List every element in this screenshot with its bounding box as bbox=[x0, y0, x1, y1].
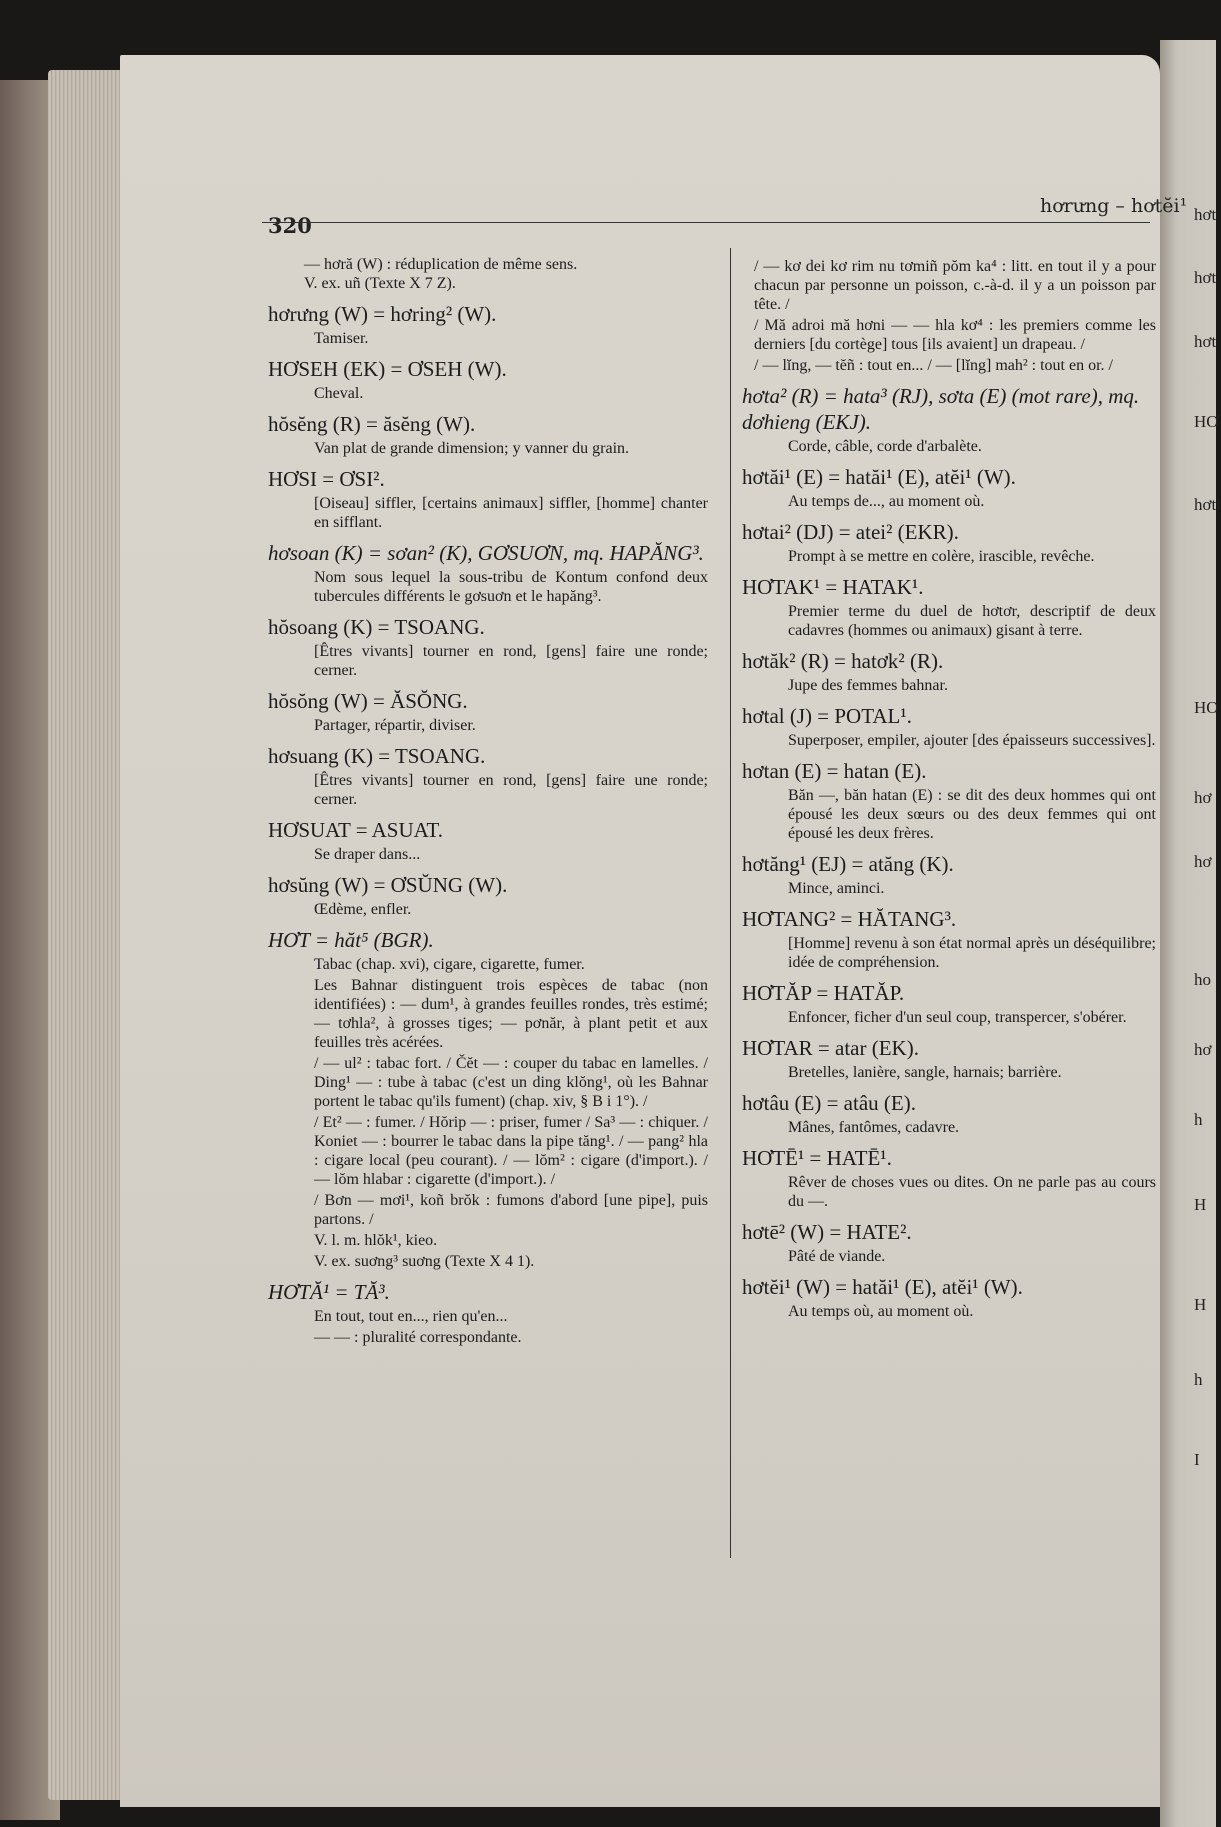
adjacent-fragment: hơt bbox=[1194, 205, 1217, 224]
definition: — — : pluralité correspondante. bbox=[314, 1329, 522, 1346]
entry-continuation: — hơră (W) : réduplication de même sens. bbox=[304, 256, 578, 273]
adjacent-fragment: hơt bbox=[1194, 332, 1217, 351]
dictionary-entry bbox=[742, 980, 1156, 1027]
definition: V. l. m. hlŏk¹, kieo. bbox=[314, 1232, 438, 1249]
definition: Partager, répartir, diviser. bbox=[314, 717, 476, 734]
entry-continuation: / — kơ dei kơ rim nu tơmiñ pŏm ka⁴ : litt. en tout il y a pour chacun par personne un poisson, c.-à-d. il y a un poisson par tête. / bbox=[754, 258, 1156, 313]
left-column bbox=[268, 255, 708, 1355]
adjacent-fragment: I bbox=[1194, 1450, 1200, 1469]
headword: HƠTĂ¹ = TĂ³. bbox=[268, 1280, 390, 1304]
definition: En tout, tout en..., rien qu'en... bbox=[314, 1308, 508, 1325]
definition: Mince, aminci. bbox=[788, 880, 885, 897]
headword: hơtăk² (R) = hatơk² (R). bbox=[742, 649, 944, 673]
headword: hơrưng (W) = hơring² (W). bbox=[268, 302, 497, 326]
headword: HƠSI = ƠSI². bbox=[268, 467, 385, 491]
adjacent-fragment: H bbox=[1194, 1295, 1207, 1314]
definition: Corde, câble, corde d'arbalète. bbox=[788, 438, 982, 455]
definition: / Et² — : fumer. / Hŏrip — : priser, fumer / Sa³ — : chiquer. / Koniet — : bourrer le tabac dans la pipe tăng¹. / — pang² hla : cigare local (peu courant). / — lŏm² : cigare (d'import.). / — lŏm hlabar : cigarette (d'import.). / bbox=[314, 1114, 708, 1188]
dictionary-entry bbox=[742, 519, 1156, 566]
adjacent-fragment: hơti bbox=[1194, 495, 1221, 514]
headword: HƠT = hăt⁵ (BGR). bbox=[268, 928, 434, 952]
headword: hơtăng¹ (EJ) = atăng (K). bbox=[742, 852, 954, 876]
definition: Les Bahnar distinguent trois espèces de tabac (non identifiées) : — dum¹, à grandes feuilles rondes, très estimé; — tơhla², à grosses tiges; — pơnăr, à plant petit et aux feuilles très acérées. bbox=[314, 977, 708, 1051]
entry-continuation: V. ex. uñ (Texte X 7 Z). bbox=[304, 275, 456, 292]
headword: HƠTANG² = HĂTANG³. bbox=[742, 907, 957, 931]
definition: Băn —, băn hatan (E) : se dit des deux hommes qui ont épousé les deux sœurs ou des deux femmes qui ont épousé les deux frères. bbox=[788, 787, 1156, 842]
adjacent-fragment: hơt bbox=[1194, 268, 1217, 287]
headword: hŏsĕng (R) = ăsĕng (W). bbox=[268, 412, 476, 436]
dictionary-entry bbox=[742, 464, 1156, 511]
dictionary-entry bbox=[268, 872, 708, 919]
definition: V. ex. suơng³ suơng (Texte X 4 1). bbox=[314, 1253, 535, 1270]
headword: hơsuang (K) = TSOANG. bbox=[268, 744, 486, 768]
header-rule bbox=[262, 222, 1150, 223]
dictionary-entry bbox=[268, 301, 708, 348]
headword: HƠTAR = atar (EK). bbox=[742, 1036, 919, 1060]
definition: Œdème, enfler. bbox=[314, 901, 412, 918]
dictionary-entry bbox=[268, 688, 708, 735]
dictionary-entry bbox=[742, 1274, 1156, 1321]
definition: Au temps où, au moment où. bbox=[788, 1303, 974, 1320]
definition: Premier terme du duel de hơtơr, descriptif de deux cadavres (hommes ou animaux) gisant à terre. bbox=[788, 603, 1156, 639]
dictionary-entry bbox=[742, 851, 1156, 898]
headword: hơtē² (W) = HATE². bbox=[742, 1220, 912, 1244]
headword: hơtai² (DJ) = atei² (EKR). bbox=[742, 520, 959, 544]
right-column bbox=[742, 255, 1156, 1329]
headword: HƠTĂP = HATĂP. bbox=[742, 981, 905, 1005]
dictionary-entry bbox=[742, 648, 1156, 695]
running-head: hơrưng – hơtĕi¹ bbox=[1040, 195, 1188, 217]
dictionary-entry bbox=[742, 1145, 1156, 1211]
headword: hŏsŏng (W) = ĂSŎNG. bbox=[268, 689, 468, 713]
headword: HƠTAK¹ = HATAK¹. bbox=[742, 575, 924, 599]
dictionary-entry bbox=[268, 927, 708, 1271]
definition: Rêver de choses vues ou dites. On ne parle pas au cours du —. bbox=[788, 1174, 1156, 1210]
headword: hơsoan (K) = sơan² (K), GƠSUƠN, mq. HAPĂNG³. bbox=[268, 541, 704, 565]
definition: [Êtres vivants] tourner en rond, [gens] faire une ronde; cerner. bbox=[314, 643, 708, 679]
adjacent-fragment: HO bbox=[1194, 698, 1219, 717]
definition: [Oiseau] siffler, [certains animaux] siffler, [homme] chanter en sifflant. bbox=[314, 495, 708, 531]
headword: hơtâu (E) = atâu (E). bbox=[742, 1091, 916, 1115]
headword: HƠSEH (EK) = ƠSEH (W). bbox=[268, 357, 507, 381]
definition: Au temps de..., au moment où. bbox=[788, 493, 985, 510]
dictionary-entry bbox=[268, 817, 708, 864]
definition: Tabac (chap. xvi), cigare, cigarette, fumer. bbox=[314, 956, 585, 973]
dictionary-entry bbox=[268, 1279, 708, 1347]
column-divider bbox=[730, 248, 731, 1558]
definition: Nom sous lequel la sous-tribu de Kontum confond deux tubercules différents le gơsuơn et le hapăng³. bbox=[314, 569, 708, 605]
dictionary-entry bbox=[742, 906, 1156, 972]
definition: Enfoncer, ficher d'un seul coup, transpercer, s'obérer. bbox=[788, 1009, 1127, 1026]
page-number: 320 bbox=[268, 213, 312, 238]
entry-continuation: / — lĭng, — tĕñ : tout en... / — [lĭng] mah² : tout en or. / bbox=[754, 357, 1113, 374]
adjacent-fragment: h bbox=[1194, 1370, 1203, 1389]
definition: Bretelles, lanière, sangle, harnais; barrière. bbox=[788, 1064, 1062, 1081]
adjacent-fragment: HƠ bbox=[1194, 412, 1219, 431]
dictionary-entry bbox=[268, 614, 708, 680]
dictionary-entry bbox=[268, 356, 708, 403]
headword: hơta² (R) = hata³ (RJ), sơta (E) (mot rare), mq. dơhieng (EKJ). bbox=[742, 384, 1140, 434]
page-stack-edge bbox=[48, 70, 128, 1800]
dictionary-entry bbox=[742, 1219, 1156, 1266]
dictionary-entry bbox=[742, 574, 1156, 640]
dictionary-entry bbox=[742, 703, 1156, 750]
definition: [Êtres vivants] tourner en rond, [gens] faire une ronde; cerner. bbox=[314, 772, 708, 808]
headword: hơtăi¹ (E) = hatăi¹ (E), atĕi¹ (W). bbox=[742, 465, 1016, 489]
headword: hơtan (E) = hatan (E). bbox=[742, 759, 927, 783]
definition: / Bơn — mơi¹, koñ brŏk : fumons d'abord [une pipe], puis partons. / bbox=[314, 1192, 708, 1228]
dictionary-entry bbox=[742, 758, 1156, 843]
headword: HƠSUAT = ASUAT. bbox=[268, 818, 444, 842]
adjacent-fragment: hơ bbox=[1194, 852, 1212, 871]
dictionary-entry bbox=[268, 255, 708, 293]
definition: Jupe des femmes bahnar. bbox=[788, 677, 948, 694]
adjacent-page bbox=[1160, 40, 1221, 1827]
definition: [Homme] revenu à son état normal après un déséquilibre; idée de compréhension. bbox=[788, 935, 1156, 971]
adjacent-fragment: hơ bbox=[1194, 788, 1212, 807]
headword: hơtal (J) = POTAL¹. bbox=[742, 704, 912, 728]
headword: hơsŭng (W) = ƠSŬNG (W). bbox=[268, 873, 508, 897]
definition: Se draper dans... bbox=[314, 846, 421, 863]
adjacent-fragment: ho bbox=[1194, 970, 1211, 989]
definition: Pâté de viande. bbox=[788, 1248, 886, 1265]
adjacent-fragment: hơ bbox=[1194, 1040, 1212, 1059]
definition: Prompt à se mettre en colère, irascible, revêche. bbox=[788, 548, 1095, 565]
definition: Tamiser. bbox=[314, 330, 369, 347]
headword: hơtĕi¹ (W) = hatăi¹ (E), atĕi¹ (W). bbox=[742, 1275, 1023, 1299]
adjacent-fragment: h bbox=[1194, 1110, 1203, 1129]
headword: HƠTĒ¹ = HATĒ¹. bbox=[742, 1146, 892, 1170]
dictionary-entry bbox=[742, 257, 1156, 375]
dictionary-entry bbox=[268, 411, 708, 458]
definition: Cheval. bbox=[314, 385, 364, 402]
dictionary-entry bbox=[268, 743, 708, 809]
definition: Superposer, empiler, ajouter [des épaisseurs successives]. bbox=[788, 732, 1156, 749]
definition: Van plat de grande dimension; y vanner du grain. bbox=[314, 440, 630, 457]
entry-continuation: / Mă adroi mă hơni — — hla kơ⁴ : les premiers comme les derniers [du cortège] tous [ils avaient] un drapeau. / bbox=[754, 317, 1156, 353]
headword: hŏsoang (K) = TSOANG. bbox=[268, 615, 485, 639]
definition: / — ul² : tabac fort. / Čĕt — : couper du tabac en lamelles. / Ding¹ — : tube à tabac (c'est un ding klŏng¹, où les Bahnar portent le tabac qu'ils fument) (chap. xiv, § B i 1°). / bbox=[314, 1055, 708, 1110]
dictionary-entry bbox=[742, 383, 1156, 456]
dictionary-entry bbox=[268, 540, 708, 606]
dictionary-entry bbox=[742, 1090, 1156, 1137]
definition: Mânes, fantômes, cadavre. bbox=[788, 1119, 960, 1136]
dictionary-entry bbox=[742, 1035, 1156, 1082]
adjacent-fragment: H bbox=[1194, 1195, 1207, 1214]
dictionary-entry bbox=[268, 466, 708, 532]
